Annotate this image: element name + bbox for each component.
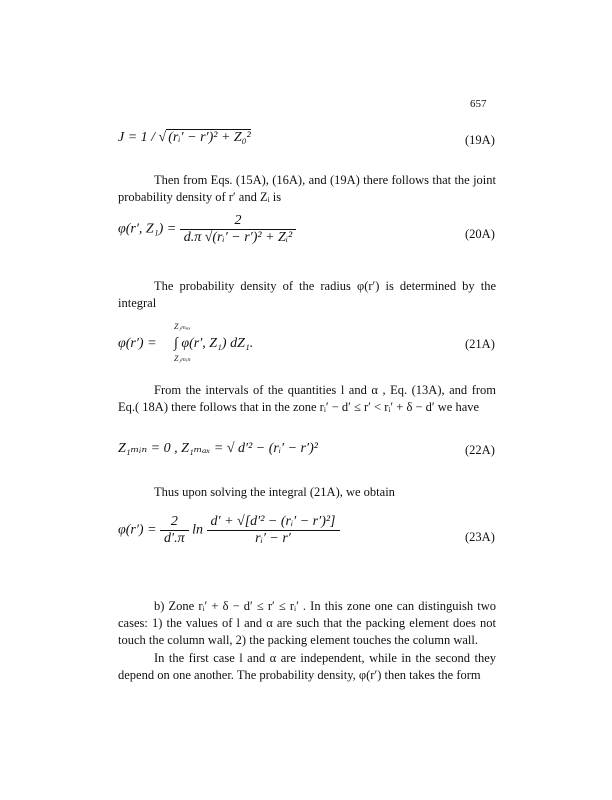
eq21-number: (21A)	[465, 337, 495, 351]
paragraph-zone-b: b) Zone rᵢ′ + δ − d′ ≤ r′ ≤ rᵢ′ . In this zone one can distinguish two cases: 1) the values of l and α are such that the packing element does not touch the column wall, 2) the packing element touches the column wall.	[118, 599, 496, 647]
eq20-number: (20A)	[465, 227, 495, 241]
equation-23a	[118, 514, 340, 547]
eq23-fraction	[207, 514, 340, 547]
eq23-coef-numerator: 2	[160, 514, 189, 531]
paragraph-intervals: From the intervals of the quantities l and α , Eq. (13A), and from Eq.( 18A) there follows that in the zone rᵢ′ − d′ ≤ r′ < rᵢ′ + δ − d′ we have	[118, 383, 496, 414]
eq23-numerator: d′ + √[d′² − (rᵢ′ − r′)²]	[207, 514, 340, 531]
paragraph-probability-radius: The probability density of the radius φ(r′) is determined by the integral	[118, 279, 496, 310]
eq23-coef-denominator: d′.π	[164, 531, 185, 546]
eq21-lower-limit: Z₁ₘᵢₙ	[174, 354, 191, 363]
eq20-denominator: d.π √(rᵢ′ − r′)² + Zᵢ²	[183, 230, 293, 245]
eq23-denominator: rᵢ′ − r′	[255, 531, 291, 546]
eq20-numerator: 2	[180, 213, 297, 230]
eq20-lhs: φ(r′, Z₁) =	[118, 221, 177, 237]
eq21-lhs: φ(r′) =	[118, 336, 157, 351]
paragraph-joint-density: Then from Eqs. (15A), (16A), and (19A) there follows that the joint probability density of r′ and Zᵢ is	[118, 173, 496, 204]
eq19-number: (19A)	[465, 133, 495, 147]
page-number: 657	[470, 98, 487, 110]
eq19-radicand: (rᵢ′ − r′)² + Z₀²	[168, 130, 251, 145]
eq21-upper-limit: Z₁ₘₐₓ	[174, 322, 191, 331]
paragraph-solving: Thus upon solving the integral (21A), we obtain	[154, 485, 395, 499]
paragraph-first-case: In the first case l and α are independent, while in the second they depend on one another. The probability density, φ(r′) then takes the form	[118, 651, 496, 682]
equation-22a: Z₁ₘᵢₙ = 0 , Z₁ₘₐₓ = √ d′² − (rᵢ′ − r′)²	[118, 441, 318, 456]
equation-20a	[118, 213, 296, 246]
eq23-coefficient	[160, 514, 189, 547]
eq19-lhs: J = 1 / √	[118, 130, 167, 145]
eq23-lhs: φ(r′) =	[118, 522, 157, 538]
eq21-integrand: ∫ φ(r′, Z₁) dZ₁.	[174, 336, 254, 351]
equation-19a	[118, 130, 251, 146]
eq20-fraction	[180, 213, 297, 246]
eq23-ln: ln	[192, 522, 203, 538]
eq22-number: (22A)	[465, 443, 495, 457]
eq23-number: (23A)	[465, 530, 495, 544]
